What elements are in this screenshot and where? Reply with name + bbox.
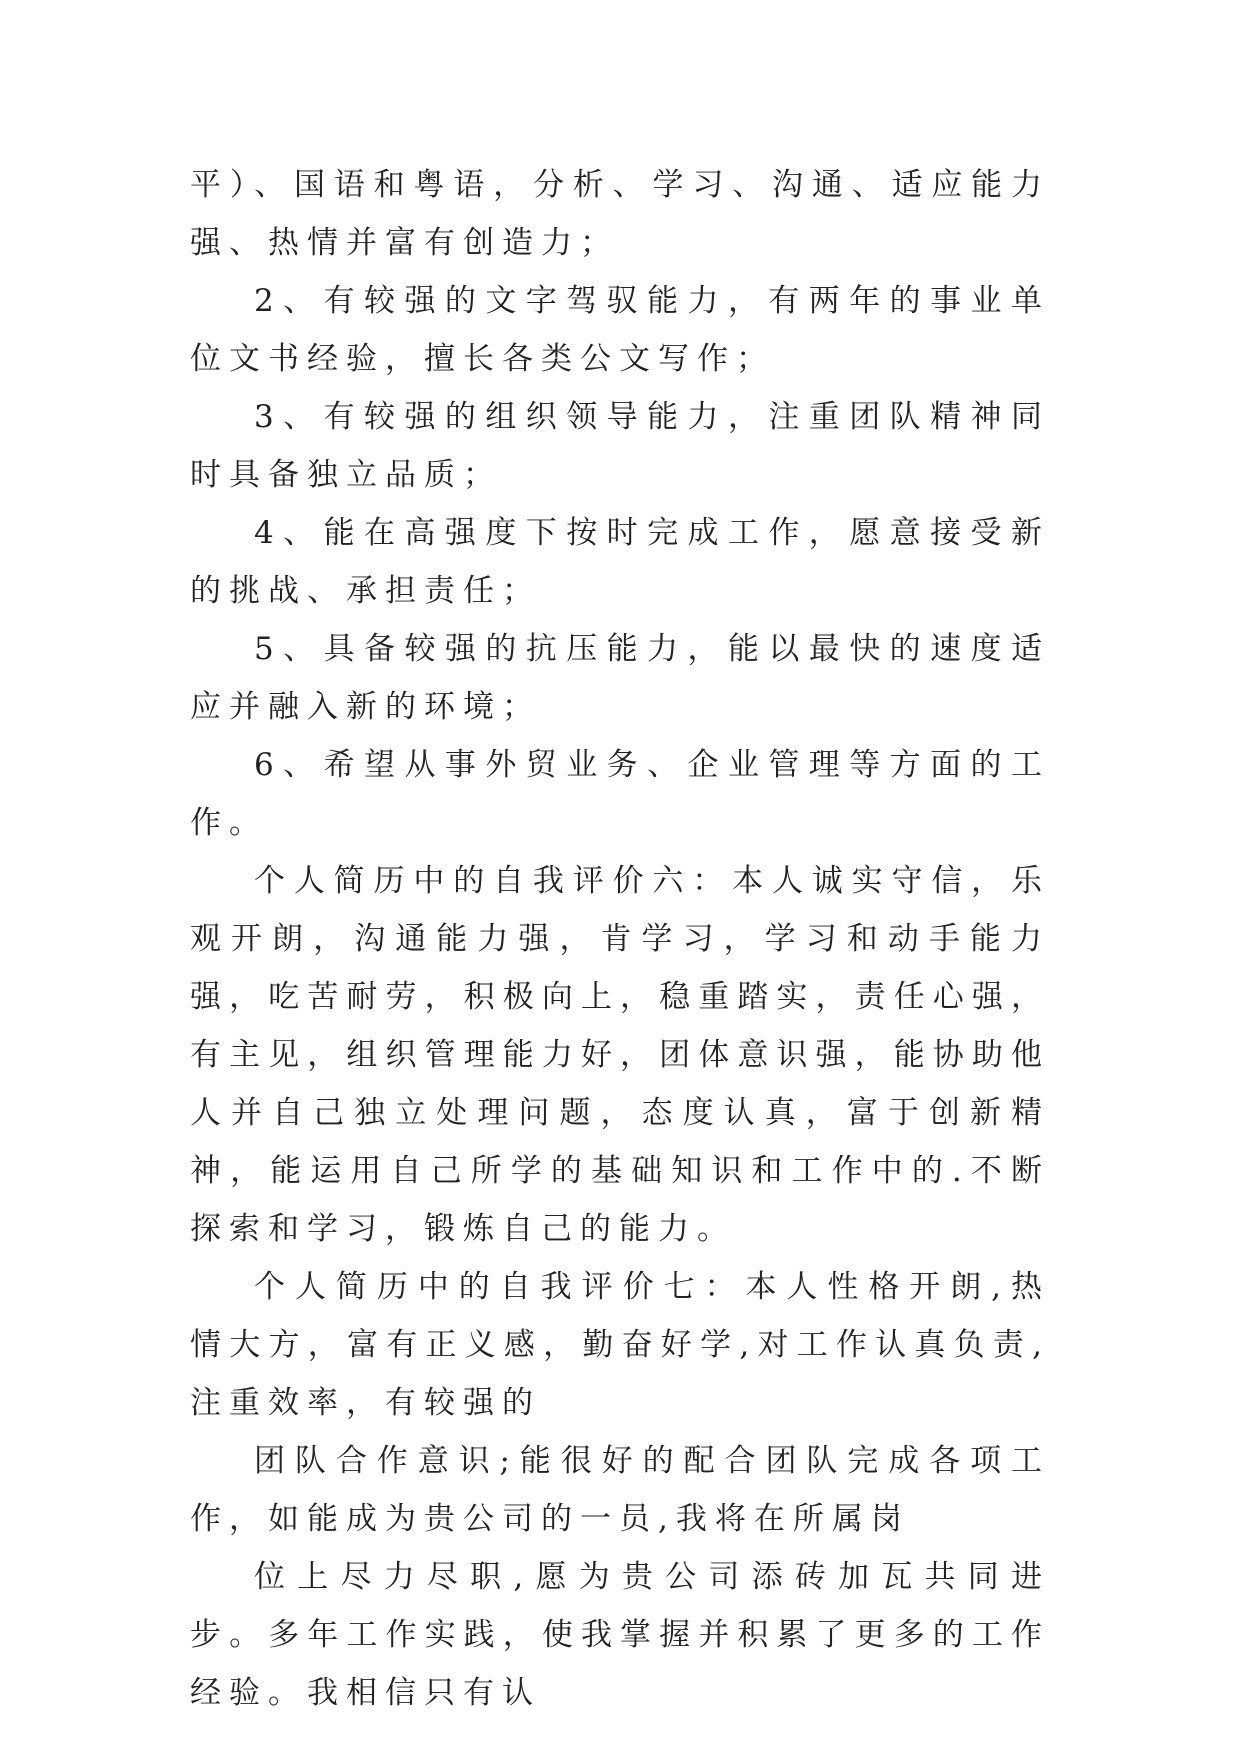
paragraph-item-6: 6、希望从事外贸业务、企业管理等方面的工作。 xyxy=(190,747,1050,841)
paragraph-item-2: 2、有较强的文字驾驭能力，有两年的事业单位文书经验，擅长各类公文写作； xyxy=(190,283,1050,377)
paragraph-teamwork: 团队合作意识;能很好的配合团队完成各项工作，如能成为贵公司的一员,我将在所属岗 xyxy=(190,1443,1050,1537)
paragraph-self-evaluation-seven: 个人简历中的自我评价七：本人性格开朗,热情大方，富有正义感，勤奋好学,对工作认真负责,注重效率，有较强的 xyxy=(190,1269,1050,1421)
document-body xyxy=(190,156,1050,1722)
paragraph-item-5: 5、具备较强的抗压能力，能以最快的速度适应并融入新的环境； xyxy=(190,631,1050,725)
paragraph-language-skills: 平）、国语和粤语，分析、学习、沟通、适应能力强、热情并富有创造力； xyxy=(190,167,1050,261)
paragraph-item-3: 3、有较强的组织领导能力，注重团队精神同时具备独立品质； xyxy=(190,399,1050,493)
paragraph-work-experience: 位上尽力尽职,愿为贵公司添砖加瓦共同进步。多年工作实践，使我掌握并积累了更多的工作经验。我相信只有认 xyxy=(190,1559,1050,1711)
paragraph-item-4: 4、能在高强度下按时完成工作，愿意接受新的挑战、承担责任； xyxy=(190,515,1050,609)
paragraph-self-evaluation-six: 个人简历中的自我评价六：本人诚实守信，乐观开朗，沟通能力强，肯学习，学习和动手能力强，吃苦耐劳，积极向上，稳重踏实，责任心强，有主见，组织管理能力好，团体意识强，能协助他人并自己独立处理问题，态度认真，富于创新精神，能运用自己所学的基础知识和工作中的.不断探索和学习，锻炼自己的能力。 xyxy=(190,863,1050,1247)
